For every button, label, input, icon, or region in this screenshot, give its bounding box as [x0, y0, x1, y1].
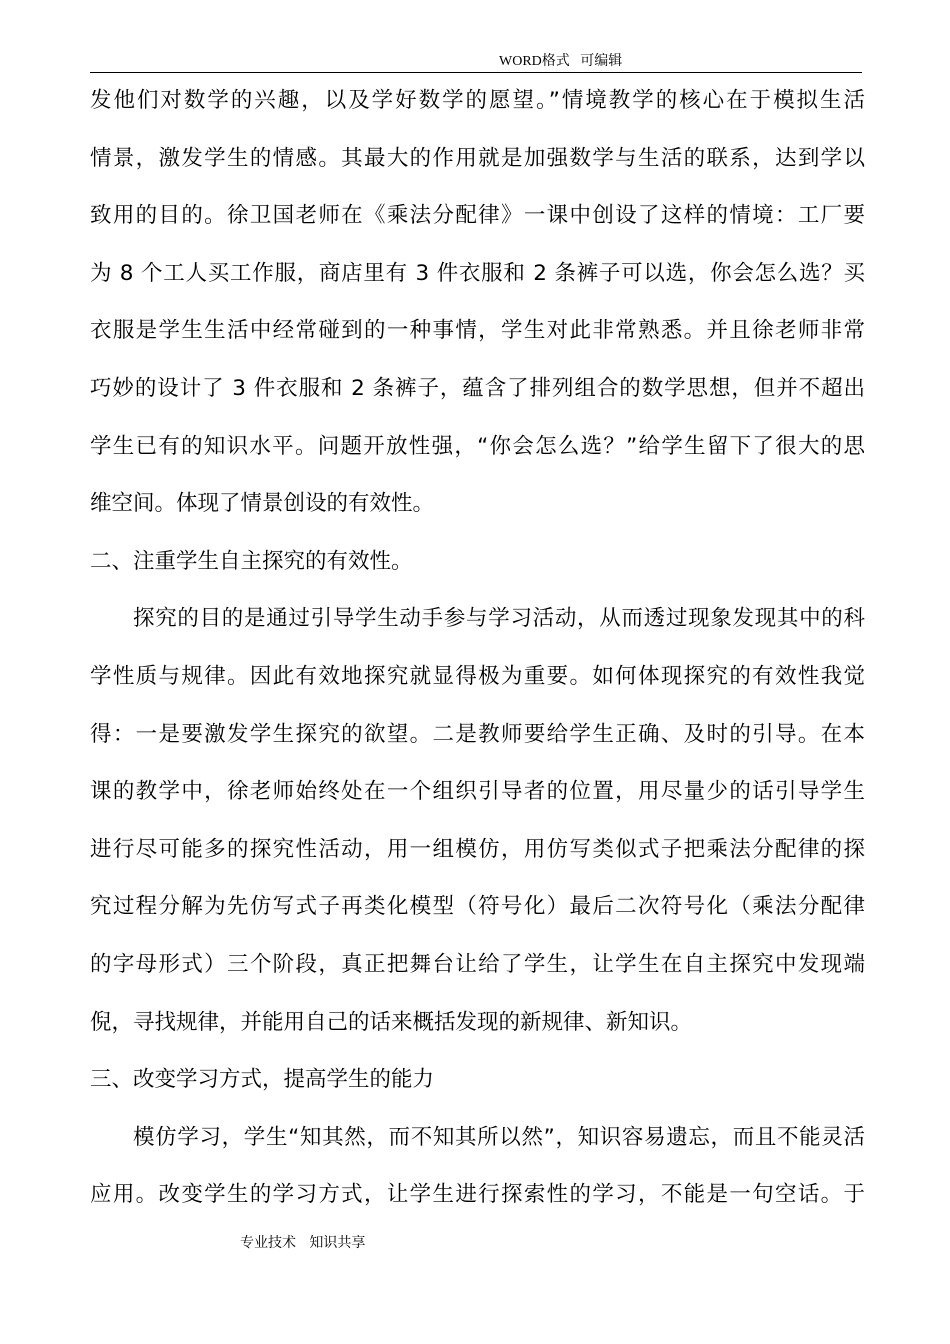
text-line: 维空间。体现了情景创设的有效性。	[90, 491, 435, 517]
document-body	[90, 72, 865, 1224]
page-header	[0, 51, 950, 73]
text-line: 衣服是学生生活中经常碰到的一种事情，学生对此非常熟悉。并且徐老师非常	[90, 318, 865, 344]
text-line: 发他们对数学的兴趣，以及学好数学的愿望。”情境教学的核心在于模拟生活	[90, 88, 865, 113]
section-heading: 二、注重学生自主探究的有效性。	[90, 548, 413, 574]
text-line: 学生已有的知识水平。问题开放性强，“你会怎么选？”给学生留下了很大的思	[90, 433, 865, 459]
text-line: 应用。改变学生的学习方式，让学生进行探索性的学习，不能是一句空话。于	[90, 1182, 865, 1208]
text-line: 为 8 个工人买工作服，商店里有 3 件衣服和 2 条裤子可以选，你会怎么选？买	[90, 260, 865, 286]
header-text: WORD格式 可编辑	[499, 54, 623, 69]
text-line: 进行尽可能多的探究性活动，用一组模仿，用仿写类似式子把乘法分配律的探	[90, 836, 865, 862]
text-line: 致用的目的。徐卫国老师在《乘法分配律》一课中创设了这样的情境：工厂要	[90, 203, 865, 229]
page-footer: 专业技术 知识共享	[240, 1235, 366, 1251]
text-line: 的字母形式）三个阶段，真正把舞台让给了学生，让学生在自主探究中发现端	[90, 951, 865, 977]
section-heading: 三、改变学习方式，提高学生的能力	[90, 1067, 435, 1093]
text-line: 学性质与规律。因此有效地探究就显得极为重要。如何体现探究的有效性我觉	[90, 663, 865, 689]
text-line: 得：一是要激发学生探究的欲望。二是教师要给学生正确、及时的引导。在本	[90, 721, 865, 747]
text-line: 探究的目的是通过引导学生动手参与学习活动，从而透过现象发现其中的科	[133, 606, 865, 632]
text-line: 课的教学中，徐老师始终处在一个组织引导者的位置，用尽量少的话引导学生	[90, 779, 865, 805]
text-line: 究过程分解为先仿写式子再类化模型（符号化）最后二次符号化（乘法分配律	[90, 894, 865, 920]
text-line: 情景，激发学生的情感。其最大的作用就是加强数学与生活的联系，达到学以	[90, 145, 865, 171]
text-line: 巧妙的设计了 3 件衣服和 2 条裤子，蕴含了排列组合的数学思想，但并不超出	[90, 375, 865, 401]
text-line: 模仿学习，学生“知其然，而不知其所以然”，知识容易遗忘，而且不能灵活	[133, 1124, 865, 1150]
text-line: 倪，寻找规律，并能用自己的话来概括发现的新规律、新知识。	[90, 1009, 693, 1035]
